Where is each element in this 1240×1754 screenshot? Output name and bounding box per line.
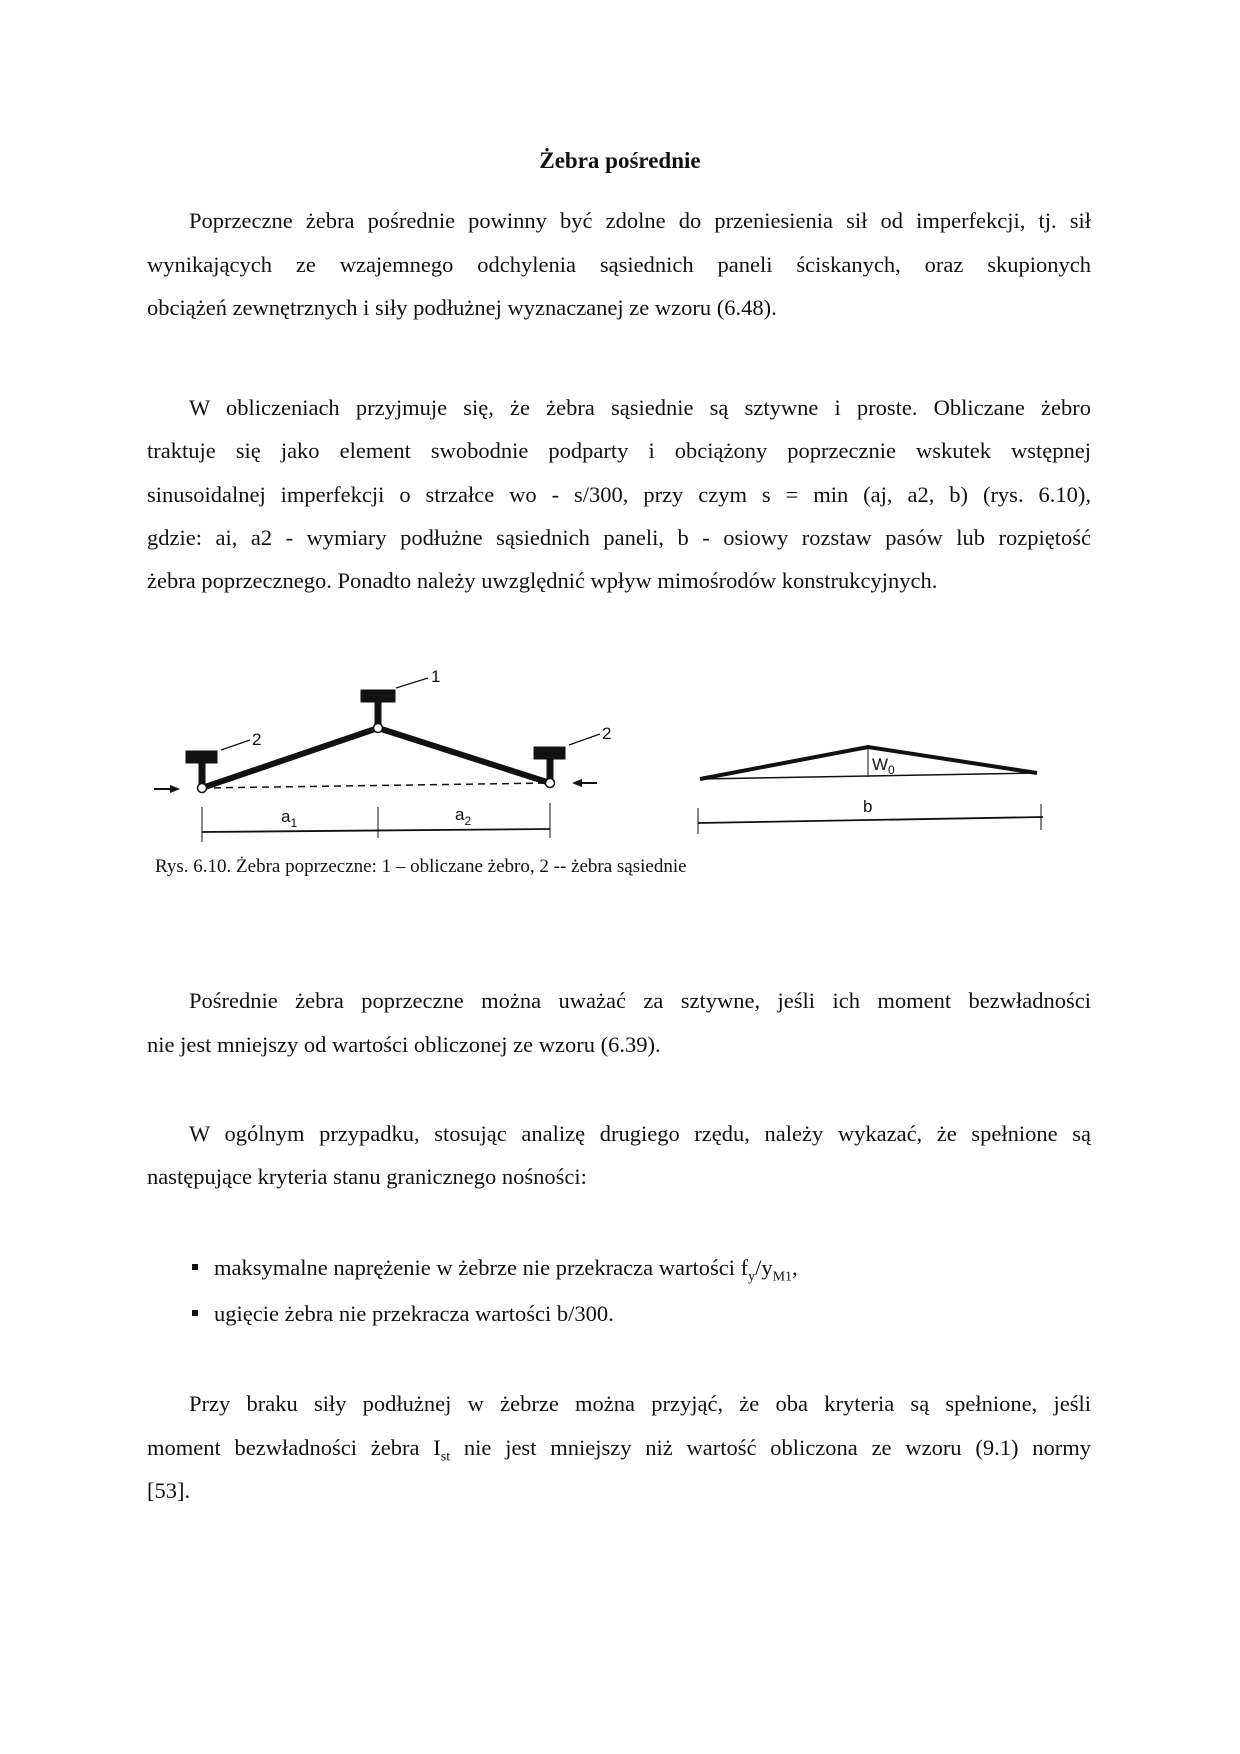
paragraph-line: sinusoidalnej imperfekcji o strzałce wo - s/300, przy czym s = min (aj, a2, b) (rys. 6.10), [147, 482, 1091, 507]
leader-2-left [221, 740, 250, 750]
paragraph-line: W ogólnym przypadku, stosując analizę drugiego rzędu, należy wykazać, że spełnione są [189, 1121, 1091, 1146]
dashed-baseline [202, 783, 550, 788]
bullet-icon [192, 1264, 198, 1270]
label-adjacent-rib-left: 2 [252, 730, 262, 749]
paragraph-line: [53]. [147, 1478, 191, 1503]
paragraph-line: nie jest mniejszy od wartości obliczonej ze wzoru (6.39). [147, 1032, 661, 1057]
bullet-text: ugięcie żebra nie przekracza wartości b/300. [214, 1301, 614, 1326]
paragraph-line: obciążeń zewnętrznych i siły podłużnej wyznaczanej ze wzoru (6.48). [147, 295, 777, 320]
label-w0: $W_0$ [872, 755, 895, 777]
label-a1: $a_1$ [281, 807, 298, 830]
paragraph-line: żebra poprzecznego. Ponadto należy uwzględnić wpływ mimośrodów konstrukcyjnych. [147, 568, 938, 593]
paragraph-line: Przy braku siły podłużnej w żebrze można przyjąć, że oba kryteria są spełnione, jeśli [189, 1391, 1091, 1416]
paragraph-line: Poprzeczne żebra pośrednie powinny być zdolne do przeniesienia sił od imperfekcji, tj. sił [189, 208, 1091, 233]
paragraph-line: traktuje się jako element swobodnie podparty i obciążony poprzecznie wskutek wstępnej [147, 438, 1091, 463]
dimension-line-b [698, 817, 1043, 823]
leader-1 [396, 678, 428, 688]
paragraph-line: wynikających ze wzajemnego odchylenia sąsiednich paneli ściskanych, oraz skupionych [147, 252, 1091, 277]
figure-caption: Rys. 6.10. Żebra poprzeczne: 1 – obliczane żebro, 2 -- żebra sąsiednie [155, 856, 687, 877]
leader-2-right [569, 734, 600, 745]
bullet-item [192, 1254, 798, 1292]
node-right [546, 779, 555, 788]
label-b: b [863, 797, 873, 816]
node-left [198, 784, 207, 793]
paragraph-line: następujące kryteria stanu granicznego nośności: [147, 1164, 587, 1189]
label-computed-rib: 1 [431, 667, 441, 686]
paragraph-line: gdzie: ai, a2 - wymiary podłużne sąsiednich paneli, b - osiowy rozstaw pasów lub rozpiętość [147, 525, 1091, 550]
bullet-icon [192, 1310, 198, 1316]
paragraph-line: moment bezwładności żebra $I_{st}$ nie jest mniejszy niż wartość obliczona ze wzoru (9.1) normy [147, 1435, 1092, 1465]
paragraph-line: Pośrednie żebra poprzeczne można uważać za sztywne, jeśli ich moment bezwładności [189, 988, 1091, 1013]
node-center [374, 724, 383, 733]
arrow-right-head [572, 779, 582, 787]
label-adjacent-rib-right: 2 [602, 724, 612, 743]
paragraph-line: W obliczeniach przyjmuje się, że żebra sąsiednie są sztywne i proste. Obliczane żebro [189, 395, 1091, 420]
section-title: Żebra pośrednie [539, 148, 701, 173]
bullet-item [192, 1300, 614, 1328]
arrow-left-head [170, 785, 180, 793]
label-a2: $a_2$ [455, 805, 472, 828]
dimension-line-a [202, 829, 550, 832]
bullet-text: maksymalne naprężenie w żebrze nie przekracza wartości $f_y/y_{M1}$, [214, 1255, 798, 1285]
